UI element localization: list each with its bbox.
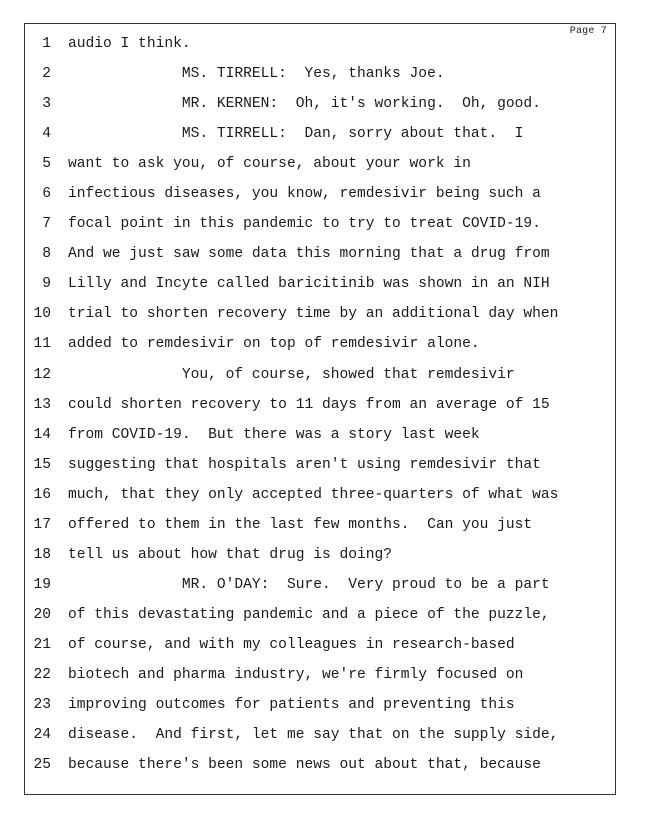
line-text: of course, and with my colleagues in research-based — [68, 636, 515, 653]
transcript-line — [25, 360, 615, 390]
transcript-line — [25, 720, 615, 750]
line-text: want to ask you, of course, about your work in — [68, 156, 471, 173]
transcript-line — [25, 119, 615, 149]
line-text: improving outcomes for patients and preventing this — [68, 697, 515, 714]
line-number: 3 — [42, 96, 51, 113]
line-number: 1 — [42, 36, 51, 52]
transcript-line — [25, 480, 615, 510]
page-number: Page 7 — [569, 26, 607, 37]
line-number: 22 — [33, 666, 51, 683]
line-number: 10 — [33, 306, 51, 323]
transcript-line — [25, 299, 615, 329]
line-text: because there's been some news out about that, because — [68, 757, 541, 774]
line-number: 7 — [42, 216, 51, 233]
line-number: 2 — [42, 66, 51, 83]
line-number: 11 — [33, 336, 51, 353]
line-number: 4 — [42, 126, 51, 143]
transcript-line — [25, 690, 615, 720]
line-number: 6 — [42, 186, 51, 203]
line-number: 25 — [33, 757, 51, 774]
transcript-line — [25, 329, 615, 359]
transcript-line — [25, 209, 615, 239]
transcript-lines — [25, 29, 615, 780]
line-number: 16 — [33, 486, 51, 503]
line-text: biotech and pharma industry, we're firmly focused on — [68, 666, 524, 683]
line-number: 24 — [33, 727, 51, 744]
transcript-line — [25, 390, 615, 420]
line-number: 9 — [42, 276, 51, 293]
line-text: Lilly and Incyte called baricitinib was shown in an NIH — [68, 276, 550, 293]
line-text: focal point in this pandemic to try to treat COVID-19. — [68, 216, 541, 233]
line-text: added to remdesivir on top of remdesivir alone. — [68, 336, 480, 353]
transcript-line — [25, 149, 615, 179]
line-text: much, that they only accepted three-quarters of what was — [68, 486, 559, 503]
line-number: 15 — [33, 456, 51, 473]
transcript-line — [25, 540, 615, 570]
line-text: audio I think. — [68, 36, 191, 52]
transcript-line — [25, 450, 615, 480]
line-text: tell us about how that drug is doing? — [68, 546, 393, 563]
transcript-line — [25, 179, 615, 209]
line-text: MS. TIRRELL: Yes, thanks Joe. — [68, 66, 445, 83]
line-text: MS. TIRRELL: Dan, sorry about that. I — [68, 126, 524, 143]
line-number: 20 — [33, 606, 51, 623]
transcript-page — [24, 23, 616, 795]
line-number: 8 — [42, 246, 51, 263]
line-number: 13 — [33, 396, 51, 413]
line-number: 12 — [33, 366, 51, 383]
line-text: could shorten recovery to 11 days from an average of 15 — [68, 396, 550, 413]
line-text: MR. KERNEN: Oh, it's working. Oh, good. — [68, 96, 541, 113]
transcript-line — [25, 600, 615, 630]
transcript-line — [25, 239, 615, 269]
line-text: trial to shorten recovery time by an additional day when — [68, 306, 559, 323]
line-number: 21 — [33, 636, 51, 653]
line-text: of this devastating pandemic and a piece of the puzzle, — [68, 606, 550, 623]
line-number: 18 — [33, 546, 51, 563]
line-number: 17 — [33, 516, 51, 533]
line-number: 23 — [33, 697, 51, 714]
transcript-line — [25, 59, 615, 89]
line-text: from COVID-19. But there was a story last week — [68, 426, 480, 443]
transcript-line — [25, 750, 615, 780]
line-number: 14 — [33, 426, 51, 443]
line-text: And we just saw some data this morning that a drug from — [68, 246, 550, 263]
transcript-line — [25, 570, 615, 600]
transcript-line — [25, 420, 615, 450]
transcript-line — [25, 269, 615, 299]
line-text: disease. And first, let me say that on the supply side, — [68, 727, 559, 744]
line-number: 19 — [33, 576, 51, 593]
transcript-line — [25, 630, 615, 660]
line-text: MR. O'DAY: Sure. Very proud to be a part — [68, 576, 550, 593]
line-text: You, of course, showed that remdesivir — [68, 366, 515, 383]
line-text: offered to them in the last few months. Can you just — [68, 516, 533, 533]
transcript-line — [25, 89, 615, 119]
transcript-line — [25, 510, 615, 540]
transcript-line — [25, 660, 615, 690]
line-text: suggesting that hospitals aren't using remdesivir that — [68, 456, 541, 473]
transcript-line — [25, 29, 615, 59]
line-number: 5 — [42, 156, 51, 173]
line-text: infectious diseases, you know, remdesivir being such a — [68, 186, 541, 203]
